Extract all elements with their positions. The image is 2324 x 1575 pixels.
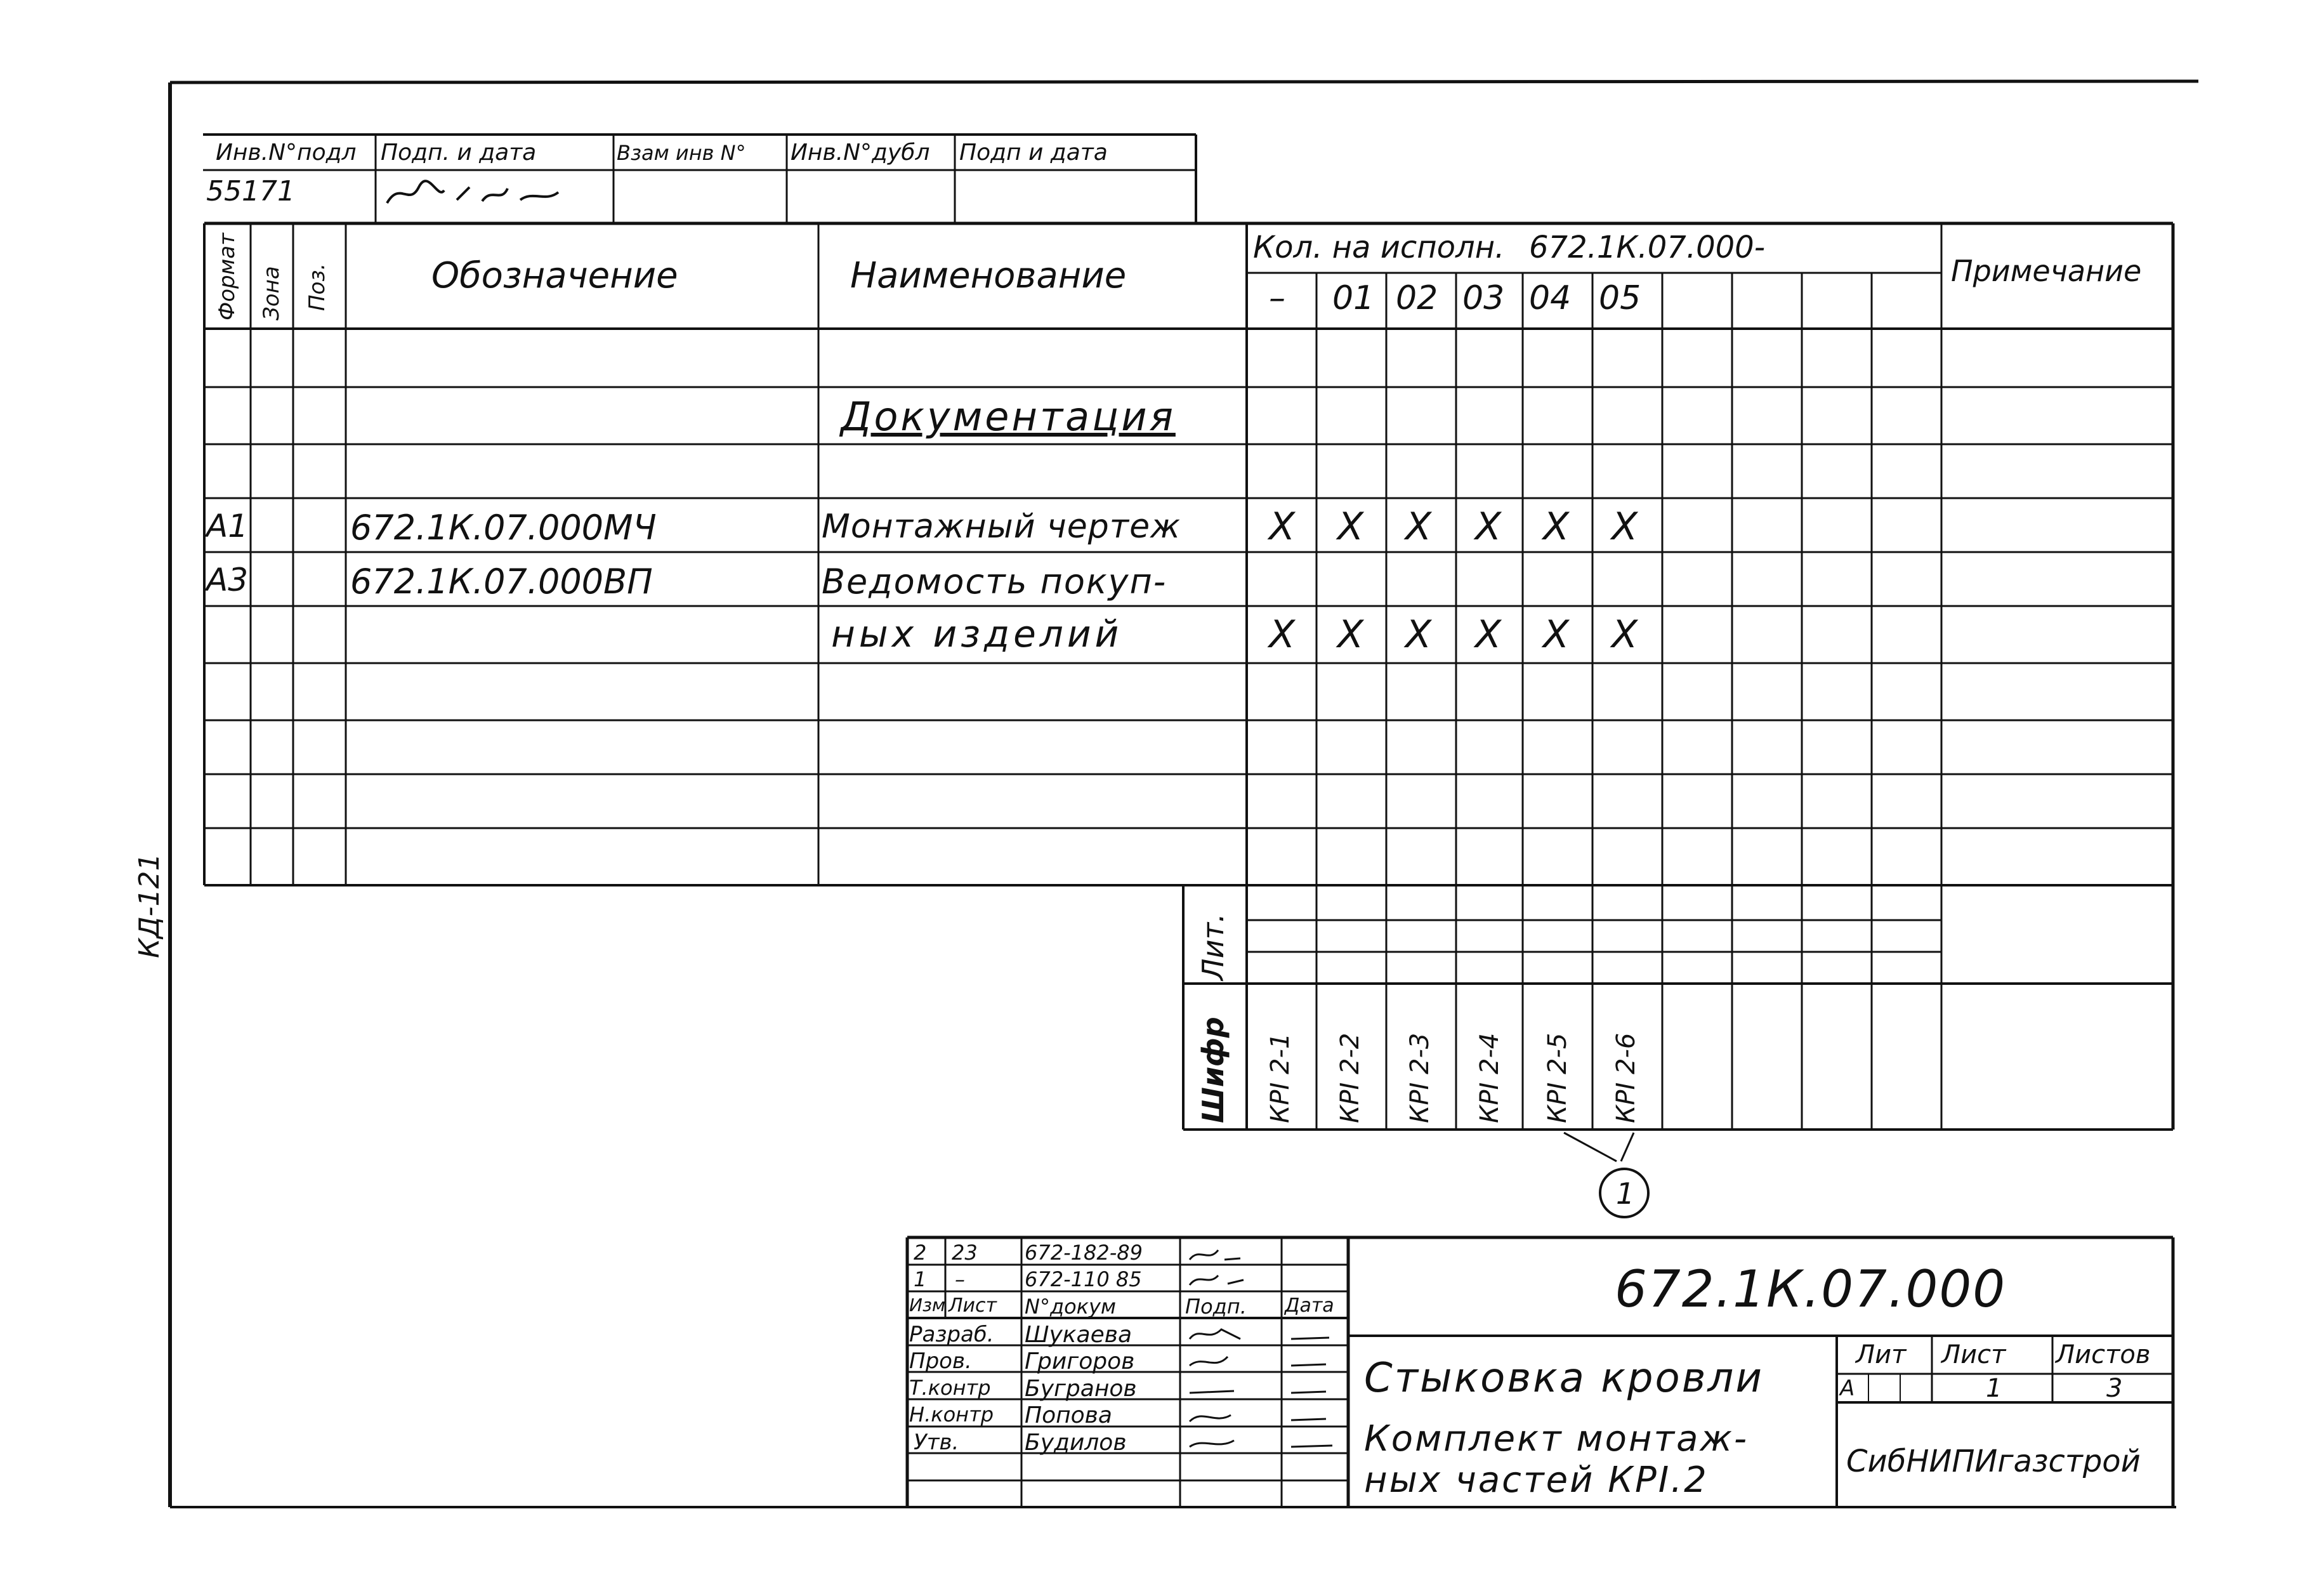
row-mark: X: [1543, 612, 1570, 657]
col-pos-header: Поз.: [305, 263, 330, 311]
role-name: Григоров: [1025, 1348, 1135, 1374]
rev-header: N°докум: [1025, 1295, 1117, 1319]
row-designation: 672.1К.07.000ВП: [350, 562, 653, 602]
role-label: Разраб.: [909, 1322, 994, 1347]
variant-header: 03: [1462, 279, 1505, 317]
row-mark: X: [1612, 612, 1638, 657]
roles-signature-icon: [1183, 1320, 1348, 1453]
role-name: Будилов: [1025, 1430, 1127, 1456]
rev-header: Лист: [949, 1295, 997, 1317]
rev-list: –: [955, 1267, 965, 1291]
stamp-header-dup: Инв.N°дубл: [791, 140, 930, 166]
cipher-value: КРI 2-5: [1543, 1032, 1572, 1123]
cipher-value: КРI 2-4: [1475, 1032, 1504, 1123]
row-mark: X: [1337, 612, 1364, 657]
row-mark: X: [1405, 612, 1432, 657]
callout-number: 1: [1616, 1176, 1635, 1211]
role-label: Т.контр: [909, 1376, 991, 1400]
col-zone-header: Зона: [259, 266, 284, 320]
cipher-value: КРI 2-2: [1336, 1032, 1365, 1123]
variant-header: –: [1269, 279, 1285, 317]
row-mark: X: [1269, 612, 1296, 657]
variant-header: 05: [1599, 279, 1641, 317]
cipher-value: КРI 2-3: [1405, 1032, 1434, 1123]
cipher-label: Шифр: [1196, 1017, 1230, 1123]
variant-header: 04: [1529, 279, 1572, 317]
margin-label: КД-121: [133, 853, 166, 958]
role-label: Утв.: [914, 1430, 959, 1455]
role-label: Н.контр: [909, 1402, 994, 1427]
rev-izm: 2: [914, 1241, 927, 1265]
stamp-header-sign-date-2: Подп и дата: [959, 140, 1108, 166]
row-mark: X: [1475, 504, 1502, 549]
document-designation: 672.1К.07.000: [1615, 1260, 2007, 1319]
col-qty-header: Кол. на исполн.: [1253, 230, 1505, 265]
sheet-value: 1: [1986, 1374, 2002, 1403]
rev-list: 23: [952, 1241, 978, 1265]
document-subtitle-2: ных частей КРI.2: [1364, 1460, 1709, 1501]
rev-doc: 672-110 85: [1025, 1267, 1142, 1291]
col-format-header: Формат: [214, 233, 240, 320]
stamp-signature-icon: [381, 175, 577, 213]
lit-header: Лит: [1856, 1340, 1907, 1369]
stamp-inv-number: 55171: [206, 175, 295, 208]
rev-header: Изм: [909, 1295, 945, 1315]
variant-header: 01: [1332, 279, 1375, 317]
role-label: Пров.: [909, 1348, 972, 1374]
lit-label: Лит.: [1196, 913, 1230, 980]
stamp-header-sign-date: Подп. и дата: [381, 140, 537, 166]
sheets-value: 3: [2106, 1374, 2123, 1403]
organization-name: СибНИПИгазстрой: [1846, 1444, 2141, 1479]
row-name: Ведомость покуп-: [822, 562, 1167, 602]
lit-value: А: [1840, 1376, 1855, 1401]
sheets-header: Листов: [2056, 1340, 2151, 1369]
row-name: ных изделий: [831, 612, 1123, 656]
rev-izm: 1: [914, 1267, 927, 1291]
rev-header: Подп.: [1185, 1295, 1247, 1319]
document-subtitle-1: Комплект монтаж-: [1364, 1418, 1749, 1460]
variant-header: 02: [1396, 279, 1438, 317]
qty-base-designation: 672.1К.07.000-: [1529, 230, 1766, 265]
col-designation-header: Обозначение: [431, 255, 678, 296]
stamp-header-replace: Взам инв N°: [617, 141, 746, 165]
cipher-value: КРI 2-1: [1266, 1032, 1295, 1123]
rev-signature-icon: [1183, 1241, 1278, 1291]
cipher-value: КРI 2-6: [1612, 1032, 1641, 1123]
rev-header: Дата: [1285, 1295, 1334, 1317]
row-mark: X: [1543, 504, 1570, 549]
row-format: А3: [206, 562, 249, 598]
stamp-header-inv: Инв.N°подл: [216, 140, 357, 166]
row-mark: X: [1269, 504, 1296, 549]
sheet-header: Лист: [1941, 1340, 2006, 1369]
col-name-header: Наименование: [850, 255, 1127, 296]
row-mark: X: [1405, 504, 1432, 549]
row-mark: X: [1337, 504, 1364, 549]
row-mark: X: [1475, 612, 1502, 657]
rev-doc: 672-182-89: [1025, 1241, 1143, 1265]
role-name: Попова: [1025, 1402, 1112, 1428]
row-format: А1: [206, 508, 249, 544]
role-name: Бугранов: [1025, 1376, 1137, 1402]
role-name: Шукаева: [1025, 1322, 1132, 1348]
col-note-header: Примечание: [1951, 254, 2142, 288]
section-title: Документация: [841, 393, 1176, 440]
row-mark: X: [1612, 504, 1638, 549]
document-title: Стыковка кровли: [1364, 1355, 1764, 1402]
row-name: Монтажный чертеж: [822, 508, 1181, 546]
row-designation: 672.1К.07.000МЧ: [350, 508, 657, 548]
